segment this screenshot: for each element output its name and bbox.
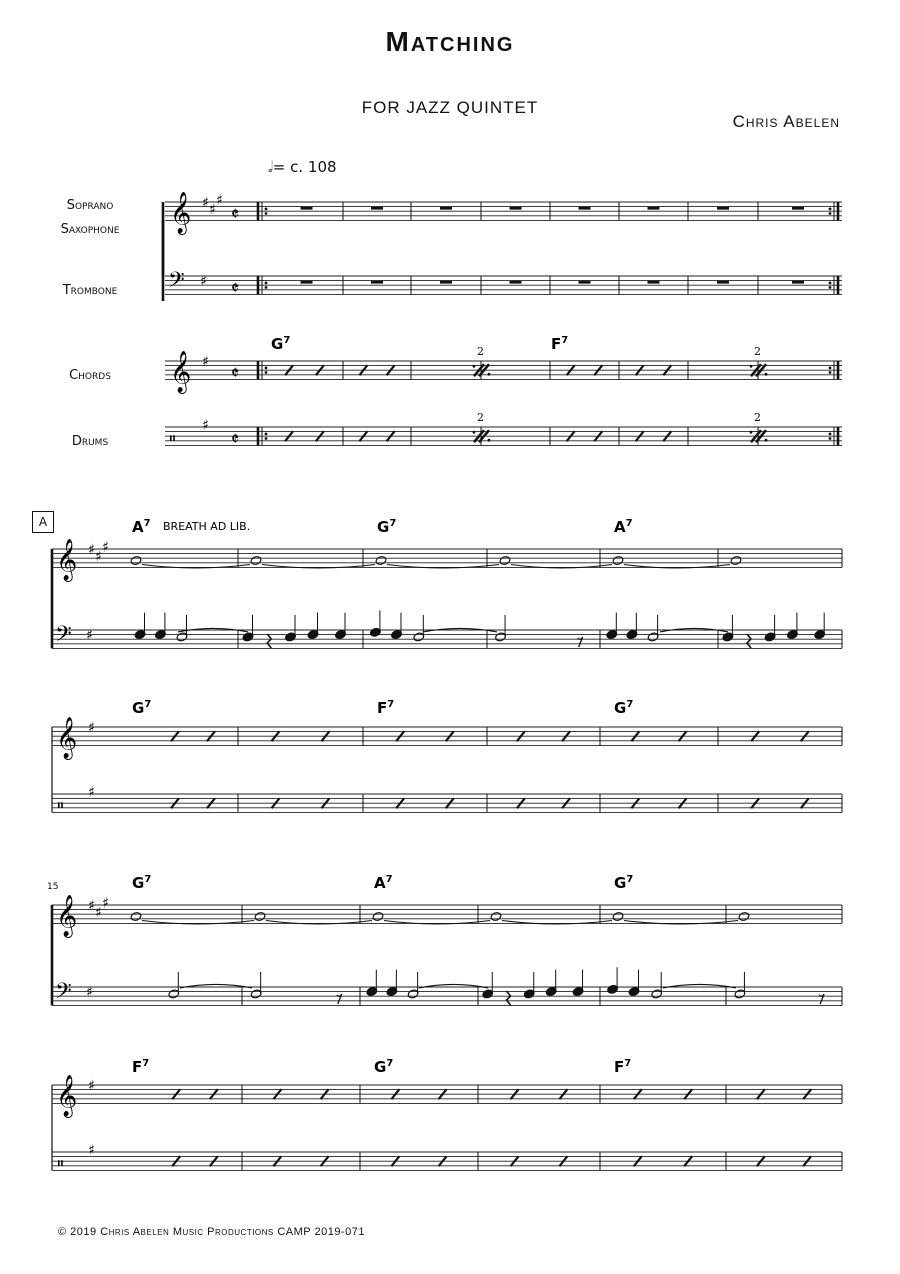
bass-clef-icon: 𝄢 [168,267,185,298]
label-drums: Drums [71,434,109,449]
label-chords: Chords [69,368,111,383]
half-note [738,911,750,921]
sharp-icon: ♯ [88,784,95,801]
repeat-dot [765,439,768,442]
quarter-rest [507,991,511,1005]
sharp-icon: ♯ [216,192,223,209]
chord-symbol: $G^7$ [614,874,634,892]
chord-extension: 7 [624,1058,632,1069]
chord-extension: 7 [144,874,152,885]
staff-sax [52,905,842,923]
sharp-icon: ♯ [86,984,93,1001]
sax-notes [130,555,742,568]
repeat-dot [265,367,268,370]
repeat-dot [265,433,268,436]
sharp-icon: ♯ [209,201,216,218]
sharp-icon: ♯ [202,417,209,434]
sharp-icon: ♯ [102,539,109,556]
half-note [490,911,502,921]
treble-clef-icon: 𝄞 [56,1075,78,1117]
chord-extension: 7 [561,335,569,346]
cut-time-icon: 𝄵 [231,277,240,299]
sharp-icon: ♯ [202,354,209,370]
half-note [130,555,142,565]
repeat-count: 2 [477,345,484,358]
staff-chd [52,727,842,745]
sharp-icon: ♯ [88,720,95,736]
repeat-dot [265,212,268,215]
chord-extension: 7 [144,699,152,710]
chord-symbol: $F^7$ [132,1058,150,1076]
chord-symbol: $A^7$ [374,874,393,892]
whole-rest [440,281,452,284]
bass-clef-icon: 𝄢 [55,978,72,1009]
repeat-dot [829,208,832,211]
repeat-dot [829,286,832,289]
chord-extension: 7 [387,699,395,710]
sharp-icon: ♯ [88,898,95,914]
chord-extension: 7 [626,874,634,885]
whole-rest [440,207,452,210]
staff-tbn [165,273,842,294]
whole-rest [579,207,591,210]
repeat-dot [265,437,268,440]
chord-symbol: $A^7$ [132,518,151,536]
repeat-dot [750,365,753,368]
chord-symbol: $F^7$ [614,1058,632,1076]
repeat-dot [829,367,832,370]
quarter-rest [747,634,751,648]
staff-sax [165,202,842,220]
half-note [499,555,511,565]
repeat-dot [829,371,832,374]
repeat-count: 2 [477,411,484,424]
whole-rest [579,281,591,284]
cut-time-icon: 𝄵 [231,428,240,450]
half-note [130,911,142,921]
whole-rest [648,207,660,210]
half-note [612,911,624,921]
chord-symbol: $G^7$ [614,699,634,717]
repeat-dot [829,282,832,285]
chord-extension: 7 [385,874,393,885]
sax-notes [130,911,750,924]
staff-drm [165,427,842,445]
breath-instruction: BREATH AD LIB. [163,520,251,533]
bass-clef-icon: 𝄢 [55,621,72,652]
measure-number: 15 [47,882,59,892]
whole-rest [717,281,729,284]
staff-sax [52,549,842,567]
treble-clef-icon: 𝄞 [170,192,192,234]
cut-time-icon: 𝄵 [231,203,240,225]
staff-drm [52,1152,842,1170]
page-title: Matching [385,26,515,57]
chord-symbol: $G^7$ [271,335,291,353]
half-note [730,555,742,565]
treble-clef-icon: 𝄞 [56,895,78,937]
repeat-dot [829,437,832,440]
sharp-icon: ♯ [88,1078,95,1094]
repeat-dot [265,371,268,374]
chord-extension: 7 [142,1058,150,1069]
sharp-icon: ♯ [202,195,209,211]
repeat-dot [265,286,268,289]
tempo-text: = c. 108 [272,158,337,176]
half-note [372,911,384,921]
eighth-rest [578,637,583,647]
treble-clef-icon: 𝄞 [170,351,192,393]
staff-chd [165,361,842,379]
repeat-count: 2 [754,411,761,424]
staff-tbn [52,984,842,1005]
subtitle: FOR JAZZ QUINTET [361,98,539,117]
half-note-icon: 𝅗𝅥 [268,158,273,176]
sharp-icon: ♯ [86,627,93,644]
repeat-dot [473,365,476,368]
label-soprano-line1: Soprano [66,198,114,213]
whole-rest [792,281,804,284]
sharp-icon: ♯ [102,895,109,912]
whole-rest [371,207,383,210]
whole-rest [510,281,522,284]
whole-rest [510,207,522,210]
treble-clef-icon: 𝄞 [56,539,78,581]
half-note [375,555,387,565]
percussion-clef-icon: 𝄥 [58,1153,63,1173]
staff-chd [52,1085,842,1103]
eighth-rest [337,994,342,1004]
half-note [612,555,624,565]
repeat-dot [488,439,491,442]
percussion-clef-icon: 𝄥 [58,795,63,815]
chord-extension: 7 [283,335,291,346]
repeat-dot [829,433,832,436]
chord-symbol: $G^7$ [377,518,397,536]
label-trombone: Trombone [62,283,118,298]
chord-symbol: $F^7$ [377,699,395,717]
composer: Chris Abelen [732,112,840,131]
chord-symbol: $F^7$ [551,335,569,353]
half-note [254,911,266,921]
whole-rest [792,207,804,210]
chord-extension: 7 [626,699,634,710]
sharp-icon: ♯ [200,273,207,290]
repeat-dot [265,282,268,285]
percussion-clef-icon: 𝄥 [170,428,175,448]
sharp-icon: ♯ [88,1142,95,1159]
chord-extension: 7 [143,518,151,529]
quarter-rest [267,634,271,648]
chord-symbol: $A^7$ [614,518,633,536]
half-note [250,555,262,565]
repeat-dot [829,212,832,215]
staff-drm [52,794,842,812]
label-soprano-line2: Saxophone [60,222,120,237]
copyright-footer: © 2019 Chris Abelen Music Productions CAMP 2019-071 [58,1226,365,1238]
repeat-count: 2 [754,345,761,358]
whole-rest [648,281,660,284]
chord-symbol: $G^7$ [132,874,152,892]
eighth-rest [819,994,824,1004]
treble-clef-icon: 𝄞 [56,717,78,759]
rehearsal-mark: A [32,511,54,533]
repeat-dot [473,431,476,434]
chord-extension: 7 [386,1058,394,1069]
repeat-dot [488,373,491,376]
whole-rest [717,207,729,210]
whole-rest [371,281,383,284]
whole-rest [301,207,313,210]
cut-time-icon: 𝄵 [231,362,240,384]
sharp-icon: ♯ [95,548,102,565]
repeat-dot [265,208,268,211]
sharp-icon: ♯ [88,542,95,558]
whole-rest [301,281,313,284]
sharp-icon: ♯ [95,904,102,921]
repeat-dot [765,373,768,376]
chord-extension: 7 [389,518,397,529]
chord-symbol: $G^7$ [132,699,152,717]
chord-extension: 7 [625,518,633,529]
repeat-dot [750,431,753,434]
chord-symbol: $G^7$ [374,1058,394,1076]
